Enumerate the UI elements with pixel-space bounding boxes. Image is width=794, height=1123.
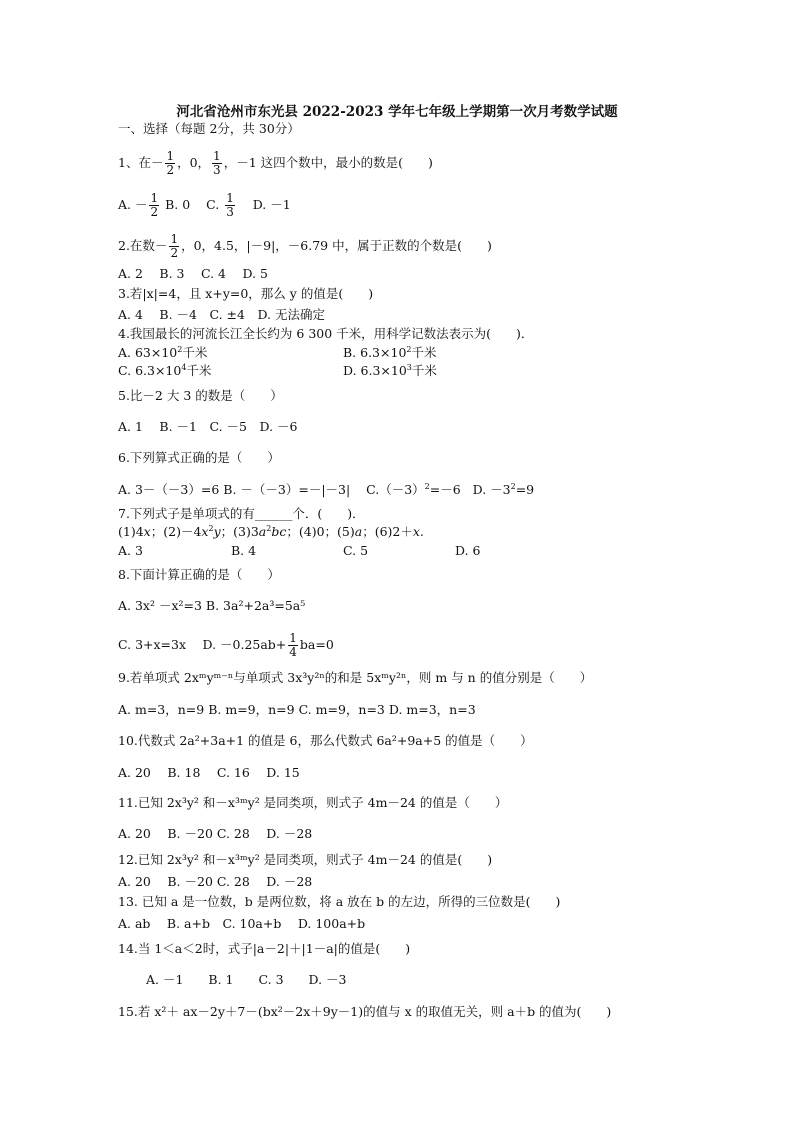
question-6-options — [118, 482, 534, 498]
item-text: ；(2)－4 — [150, 524, 202, 539]
question-12-options: A. 20 B. －20 C. 28 D. －28 — [118, 874, 313, 889]
question-8-options-cd — [118, 632, 334, 659]
exponent: 3 — [406, 362, 412, 372]
var: x — [201, 524, 209, 539]
question-14-options: A. －1 B. 1 C. 3 D. －3 — [146, 972, 347, 987]
exponent: 2 — [424, 481, 430, 491]
option-d — [343, 363, 437, 379]
var: x — [412, 524, 420, 539]
option-text: ba=0 — [299, 637, 334, 652]
fraction — [169, 233, 179, 260]
option-b: B. 4 — [231, 543, 257, 558]
question-8-options-ab: A. 3x² －x²=3 B. 3a²+2a³=5a⁵ — [118, 598, 306, 613]
page-title: 河北省沧州市东光县 2022-2023 学年七年级上学期第一次月考数学试题 — [176, 104, 618, 120]
var: a — [354, 524, 363, 539]
option-b — [343, 345, 437, 361]
question-9-options: A. m=3，n=9 B. m=9，n=9 C. m=9，n=3 D. m=3，n=3 — [118, 702, 476, 717]
option-c: C. 5 — [343, 543, 369, 558]
option-a — [118, 345, 207, 361]
question-6: 6.下列算式正确的是（ ） — [118, 450, 280, 465]
unit: 千米 — [182, 345, 208, 360]
unit: 千米 — [411, 345, 437, 360]
q1-text-c: ，－1 这四个数中，最小的数是( ) — [223, 155, 433, 170]
option-a: A. － — [118, 197, 148, 212]
unit: 千米 — [411, 363, 437, 378]
fraction — [225, 192, 235, 219]
question-5-options: A. 1 B. －1 C. －5 D. －6 — [118, 419, 298, 434]
option-text: A. 63×10 — [118, 345, 178, 360]
fraction-denominator: 2 — [170, 246, 179, 260]
var: y — [213, 524, 221, 539]
item-text: ；(4)0；(5) — [286, 524, 355, 539]
var: a — [258, 524, 267, 539]
exponent: 2 — [406, 344, 412, 354]
exponent: 2 — [266, 523, 272, 533]
question-13-options: A. ab B. a+b C. 10a+b D. 100a+b — [118, 916, 366, 931]
option-d-tail: =9 — [515, 482, 535, 497]
fraction — [288, 632, 298, 659]
var: x — [143, 524, 151, 539]
fraction — [212, 150, 222, 177]
exponent: 2 — [208, 523, 214, 533]
option-b: B. 0 — [165, 197, 191, 212]
var: bc — [271, 524, 287, 539]
item-text: (1)4 — [118, 524, 144, 539]
option-a-b: A. 3－（－3）=6 B. －（－3）=－|－3| — [118, 482, 351, 497]
question-2-options: A. 2 B. 3 C. 4 D. 5 — [118, 266, 268, 281]
question-2 — [118, 233, 492, 260]
fraction-denominator: 2 — [166, 163, 175, 177]
fraction — [149, 192, 159, 219]
option-text: D. 6.3×10 — [343, 363, 407, 378]
item-text: ；(3)3 — [220, 524, 259, 539]
question-7: 7.下列式子是单项式的有______个．( )． — [118, 506, 365, 521]
fraction — [165, 150, 175, 177]
q1-text-a: 1、在－ — [118, 155, 164, 170]
section-heading: 一、选择（每题 2分，共 30分） — [118, 121, 300, 136]
option-d: D. －1 — [252, 197, 291, 212]
option-c-tail: =－6 — [429, 482, 461, 497]
option-c — [118, 363, 211, 379]
q2-text-b: ，0，4.5，|－9|，－6.79 中，属于正数的个数是( ) — [181, 238, 492, 253]
question-4: 4.我国最长的河流长江全长约为 6 300 千米，用科学记数法表示为( )． — [118, 326, 534, 341]
question-3: 3.若|x|=4，且 x+y=0，那么 y 的值是( ) — [118, 286, 374, 301]
fraction-denominator: 3 — [213, 163, 221, 177]
fraction-numerator: 1 — [226, 191, 234, 205]
q1-text-b: ，0， — [177, 155, 211, 170]
question-7-items — [118, 524, 424, 540]
question-12: 12.已知 2x³y² 和－x³ᵐy² 是同类项，则式子 4m－24 的值是( ) — [118, 852, 493, 867]
question-11: 11.已知 2x³y² 和－x³ᵐy² 是同类项，则式子 4m－24 的值是（ ） — [118, 795, 508, 810]
q2-text-a: 2.在数－ — [118, 238, 168, 253]
fraction-numerator: 1 — [289, 631, 297, 645]
fraction-numerator: 1 — [166, 149, 175, 163]
question-1 — [118, 150, 433, 177]
question-3-options: A. 4 B. －4 C. ±4 D. 无法确定 — [118, 307, 326, 322]
option-text: B. 6.3×10 — [343, 345, 407, 360]
question-10: 10.代数式 2a²+3a+1 的值是 6，那么代数式 6a²+9a+5 的值是（ ） — [118, 733, 533, 748]
fraction-numerator: 1 — [213, 149, 221, 163]
fraction-denominator: 4 — [289, 645, 297, 659]
option-c: C. — [206, 197, 224, 212]
fraction-numerator: 1 — [150, 191, 159, 205]
item-text: . — [419, 524, 424, 539]
question-5: 5.比－2 大 3 的数是（ ） — [118, 388, 283, 403]
option-text: C. 3+x=3x D. －0.25ab+ — [118, 637, 287, 652]
option-a: A. 3 — [118, 543, 143, 558]
question-9: 9.若单项式 2xᵐyᵐ⁻ⁿ与单项式 3x³y²ⁿ的和是 5xᵐy²ⁿ，则 m 与 n 的值分别是（ ） — [118, 670, 593, 685]
unit: 千米 — [186, 363, 212, 378]
fraction-denominator: 2 — [150, 205, 159, 219]
question-15: 15.若 x²＋ ax－2y＋7－(bx²－2x＋9y－1)的值与 x 的取值无关，则 a＋b 的值为( ) — [118, 1004, 612, 1019]
question-11-options: A. 20 B. －20 C. 28 D. －28 — [118, 826, 313, 841]
option-text: C. 6.3×10 — [118, 363, 182, 378]
question-10-options: A. 20 B. 18 C. 16 D. 15 — [118, 765, 300, 780]
fraction-numerator: 1 — [170, 232, 179, 246]
option-d: D. 6 — [455, 543, 481, 558]
exponent: 2 — [510, 481, 516, 491]
fraction-denominator: 3 — [226, 205, 234, 219]
question-8: 8.下面计算正确的是（ ） — [118, 567, 280, 582]
option-d: D. －3 — [472, 482, 511, 497]
question-13: 13. 已知 a 是一位数，b 是两位数，将 a 放在 b 的左边，所得的三位数是( ) — [118, 894, 561, 909]
question-14: 14.当 1＜a＜2时，式子|a－2|＋|1－a|的值是( ) — [118, 941, 411, 956]
item-text: ；(6)2＋ — [362, 524, 413, 539]
question-1-options — [118, 192, 291, 219]
option-c: C.（－3） — [366, 482, 425, 497]
exponent: 4 — [181, 362, 187, 372]
exponent: 2 — [177, 344, 183, 354]
